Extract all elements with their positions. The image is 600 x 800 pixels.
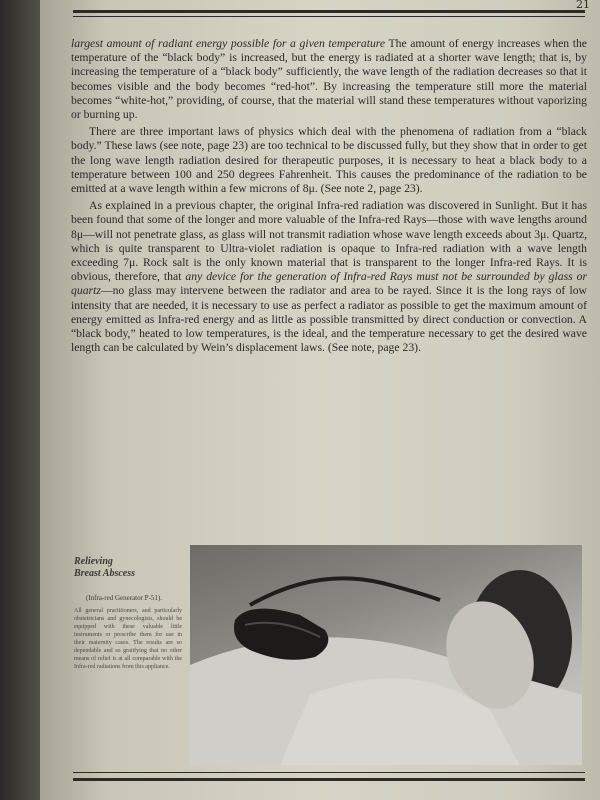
text-run: The amount of energy increases when the temperature of the “black body” is increased, but the energy is radiated at a shorter wave length; that is, by increasing the temperature of a “black body” sufficiently, the wave length of the radiation decreases so that it becomes visible and the body becomes “red-hot”. By increasing the temperature still more the material becomes “white-hot,” providing, of course, that the material will stand these temperatures without vaporizing or burning up. [71, 37, 587, 122]
caption-title-line1: Relieving [74, 556, 113, 567]
paragraph [71, 199, 587, 355]
photo-illustration [190, 545, 582, 765]
photo-caption [74, 556, 182, 671]
text-run: As explained in a previous chapter, the original Infra-red radiation was discovered in Sunlight. But it has been found that some of the longer and more valuable of the Infra-red Rays—those with wave lengths around 8μ—will not penetrate glass, as glass will not transmit radiation whose wave length exceeds about 3μ. Quartz, which is quite transparent to Ultra-violet radiation is opaque to Infra-red radiation with a wave length exceeding 7μ. Rock salt is the only known material that is transparent to the longer Infra-red Rays. It is obvious, therefore, that [71, 199, 587, 284]
caption-title-line2: Breast Abscess [74, 568, 136, 579]
cord-shape [250, 578, 440, 605]
italic-run: largest amount of radiant energy possible for a given temperature [71, 37, 386, 50]
page-number: 21 [576, 0, 590, 11]
paragraph [71, 37, 587, 122]
bottom-rule [73, 778, 585, 781]
book-page [40, 0, 600, 800]
caption-subtitle: (Infra-red Generator P-51). [86, 594, 162, 602]
woman-with-infrared-generator-photo [190, 545, 582, 765]
italic-run: any device for the generation of Infra-red Rays must not be surrounded by glass or quartz [71, 270, 588, 298]
text-run: —no glass may intervene between the radiator and area to be rayed. Since it is the long rays of low intensity that are needed, it is necessary to use as perfect a radiator as possible to get the maximum amount of energy emitted as Infra-red energy and as little as possible transmitted by direct conduction or convection. A “black body,” heated to low temperatures, is the ideal, and the temperature necessary to get the desired wave length can be calculated by Wein’s displacement laws. (See note, page 23). [71, 284, 587, 355]
top-rule [73, 10, 585, 13]
body-text [71, 37, 587, 355]
bottom-rule-thin [73, 772, 585, 773]
text-run: There are three important laws of physics which deal with the phenomena of radiation from a “black body.” These laws (see note, page 23) are too technical to be discussed fully, but they show that in order to get the long wave length radiation desired for therapeutic purposes, it is necessary to heat a black body to a temperature between 100 and 250 degrees Fahrenheit. This causes the predominance of the radiation to be emitted at a wave length within a few microns of 8μ. (See note 2, page 23). [71, 125, 587, 196]
top-rule-thin [73, 16, 585, 17]
paragraph [71, 125, 587, 196]
caption-body: All general practitioners, and particularly obstetricians and gynecologists, should be equipped with these valuable little instruments or prescribe them for use in their maternity cases. The results are so dependable and so gratifying that no other means of relief is at all comparable with the Infra-red radiations from this appliance. [74, 608, 182, 670]
